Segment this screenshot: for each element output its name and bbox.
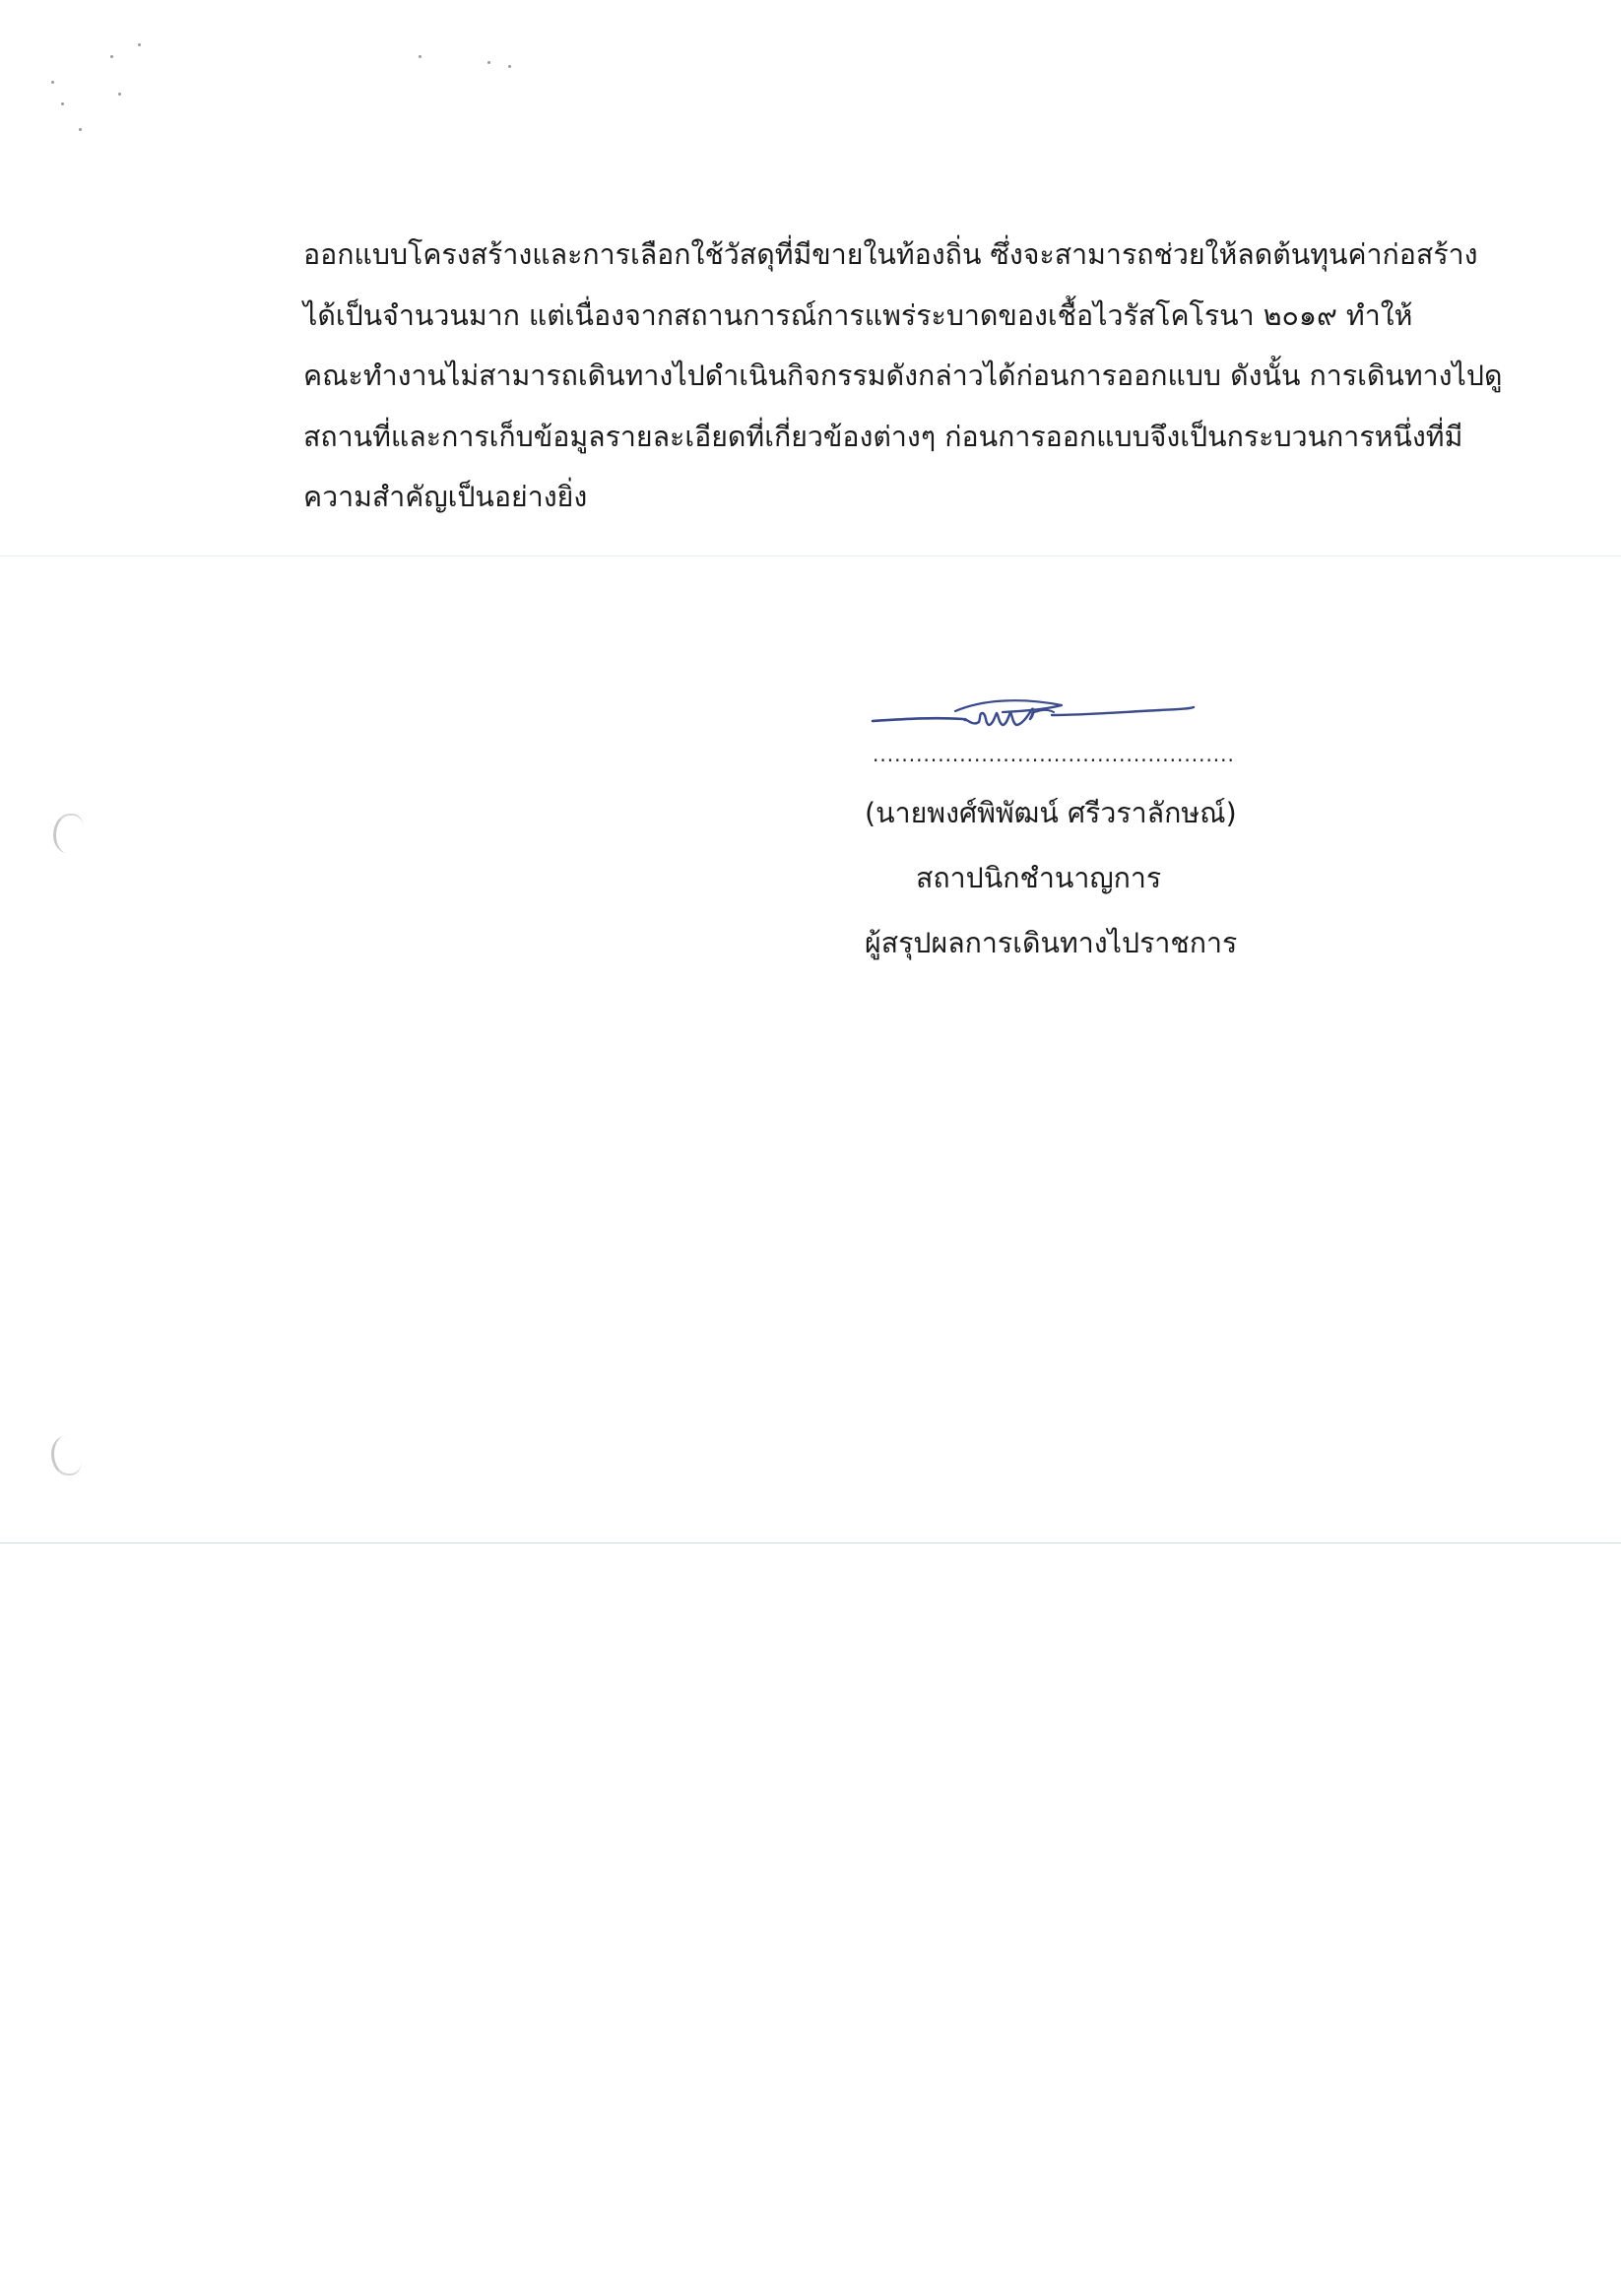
punch-hole [53, 814, 84, 853]
scan-speck [61, 102, 64, 105]
scan-speck [110, 55, 113, 58]
punch-hole [51, 1436, 82, 1476]
signature-dotted-line: .................................................. [873, 743, 1235, 766]
paragraph-line: สถานที่และการเก็บข้อมูลรายละเอียดที่เกี่ยวข้องต่างๆ ก่อนการออกแบบจึงเป็นกระบวนการหนึ่งที่มี [303, 420, 1463, 453]
handwritten-signature [865, 680, 1200, 749]
scan-speck [508, 65, 511, 68]
paragraph-line: ความสำคัญเป็นอย่างยิ่ง [303, 481, 588, 513]
scan-speck [51, 81, 54, 84]
body-paragraph [303, 225, 1503, 528]
fold-line [0, 556, 1621, 557]
paragraph-line: ได้เป็นจำนวนมาก แต่เนื่องจากสถานการณ์การแพร่ระบาดของเชื้อไวรัสโคโรนา ๒๐๑๙ ทำให้ [303, 298, 1413, 332]
scan-speck [118, 93, 121, 96]
scan-speck [138, 43, 141, 46]
signatory-role: ผู้สรุปผลการเดินทางไปราชการ [865, 927, 1238, 959]
scan-speck [419, 55, 421, 58]
scan-speck [487, 61, 490, 64]
scan-speck [79, 128, 82, 131]
signatory-position: สถาปนิกชำนาญการ [916, 862, 1162, 894]
signatory-name: (นายพงศ์พิพัฒน์ ศรีวราลักษณ์) [865, 797, 1237, 829]
paragraph-line: ออกแบบโครงสร้างและการเลือกใช้วัสดุที่มีขายในท้องถิ่น ซึ่งจะสามารถช่วยให้ลดต้นทุนค่าก่อสร้าง [303, 238, 1478, 271]
paragraph-line: คณะทำงานไม่สามารถเดินทางไปดำเนินกิจกรรมดังกล่าวได้ก่อนการออกแบบ ดังนั้น การเดินทางไปดู [303, 360, 1503, 392]
fold-line [0, 1542, 1621, 1543]
